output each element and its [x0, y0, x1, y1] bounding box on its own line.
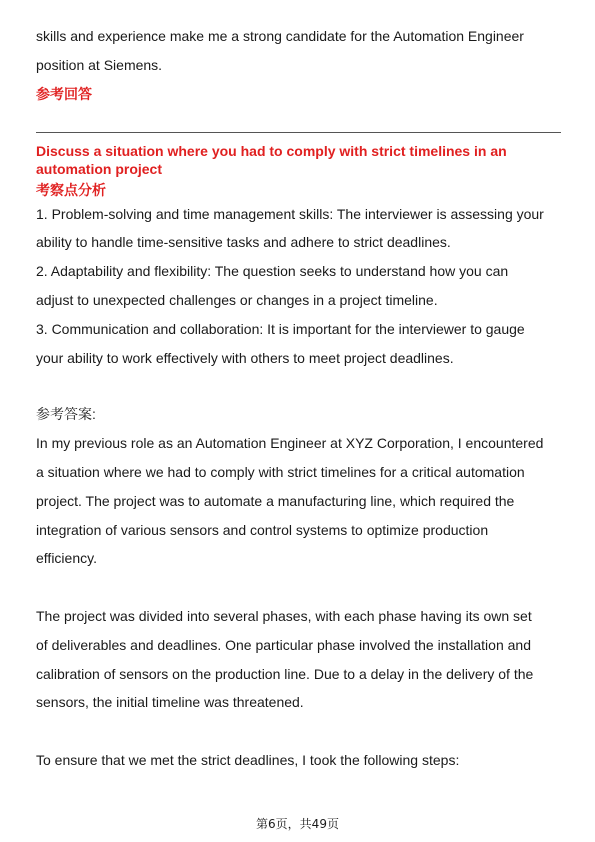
section-divider — [36, 132, 561, 133]
answer-line: project. The project was to automate a manufacturing line, which required the — [36, 492, 515, 509]
analysis-line: 2. Adaptability and flexibility: The question seeks to understand how you can — [36, 263, 509, 280]
analysis-body — [36, 200, 561, 373]
answer-paragraph-1 — [36, 429, 561, 573]
answer-line: In my previous role as an Automation Engineer at XYZ Corporation, I encountered — [36, 435, 544, 452]
analysis-line: your ability to work effectively with others to meet project deadlines. — [36, 349, 454, 366]
page-number-footer: 第6页，共49页 — [256, 817, 339, 831]
answer-line: To ensure that we met the strict deadlines, I took the following steps: — [36, 751, 460, 768]
answer-line: efficiency. — [36, 550, 97, 567]
intro-line: position at Siemens. — [36, 56, 163, 73]
answer-line: integration of various sensors and control systems to optimize production — [36, 521, 489, 538]
paragraph-gap — [36, 717, 561, 746]
answer-line: The project was divided into several phases, with each phase having its own set — [36, 607, 532, 624]
answer-paragraph-2 — [36, 602, 561, 717]
analysis-line: 1. Problem-solving and time management skills: The interviewer is assessing your — [36, 205, 544, 222]
answer-paragraph-3 — [36, 746, 561, 775]
document-page — [36, 22, 561, 775]
paragraph-gap — [36, 573, 561, 602]
reference-answer-label: 参考回答 — [36, 85, 92, 102]
answer-line: calibration of sensors on the production line. Due to a delay in the delivery of the — [36, 665, 534, 682]
analysis-line: 3. Communication and collaboration: It is important for the interviewer to gauge — [36, 320, 525, 337]
analysis-title: 考察点分析 — [36, 181, 106, 198]
answer-line: a situation where we had to comply with strict timelines for a critical automation — [36, 463, 525, 480]
question-title: Discuss a situation where you had to comply with strict timelines in an — [36, 142, 507, 159]
question-title: automation project — [36, 160, 163, 177]
analysis-line: ability to handle time-sensitive tasks and adhere to strict deadlines. — [36, 234, 451, 251]
analysis-line: adjust to unexpected challenges or changes in a project timeline. — [36, 291, 438, 308]
answer-line: sensors, the initial timeline was threatened. — [36, 694, 304, 711]
answer-title: 参考答案: — [36, 406, 96, 423]
intro-line: skills and experience make me a strong candidate for the Automation Engineer — [36, 28, 524, 44]
answer-line: of deliverables and deadlines. One particular phase involved the installation and — [36, 636, 531, 653]
